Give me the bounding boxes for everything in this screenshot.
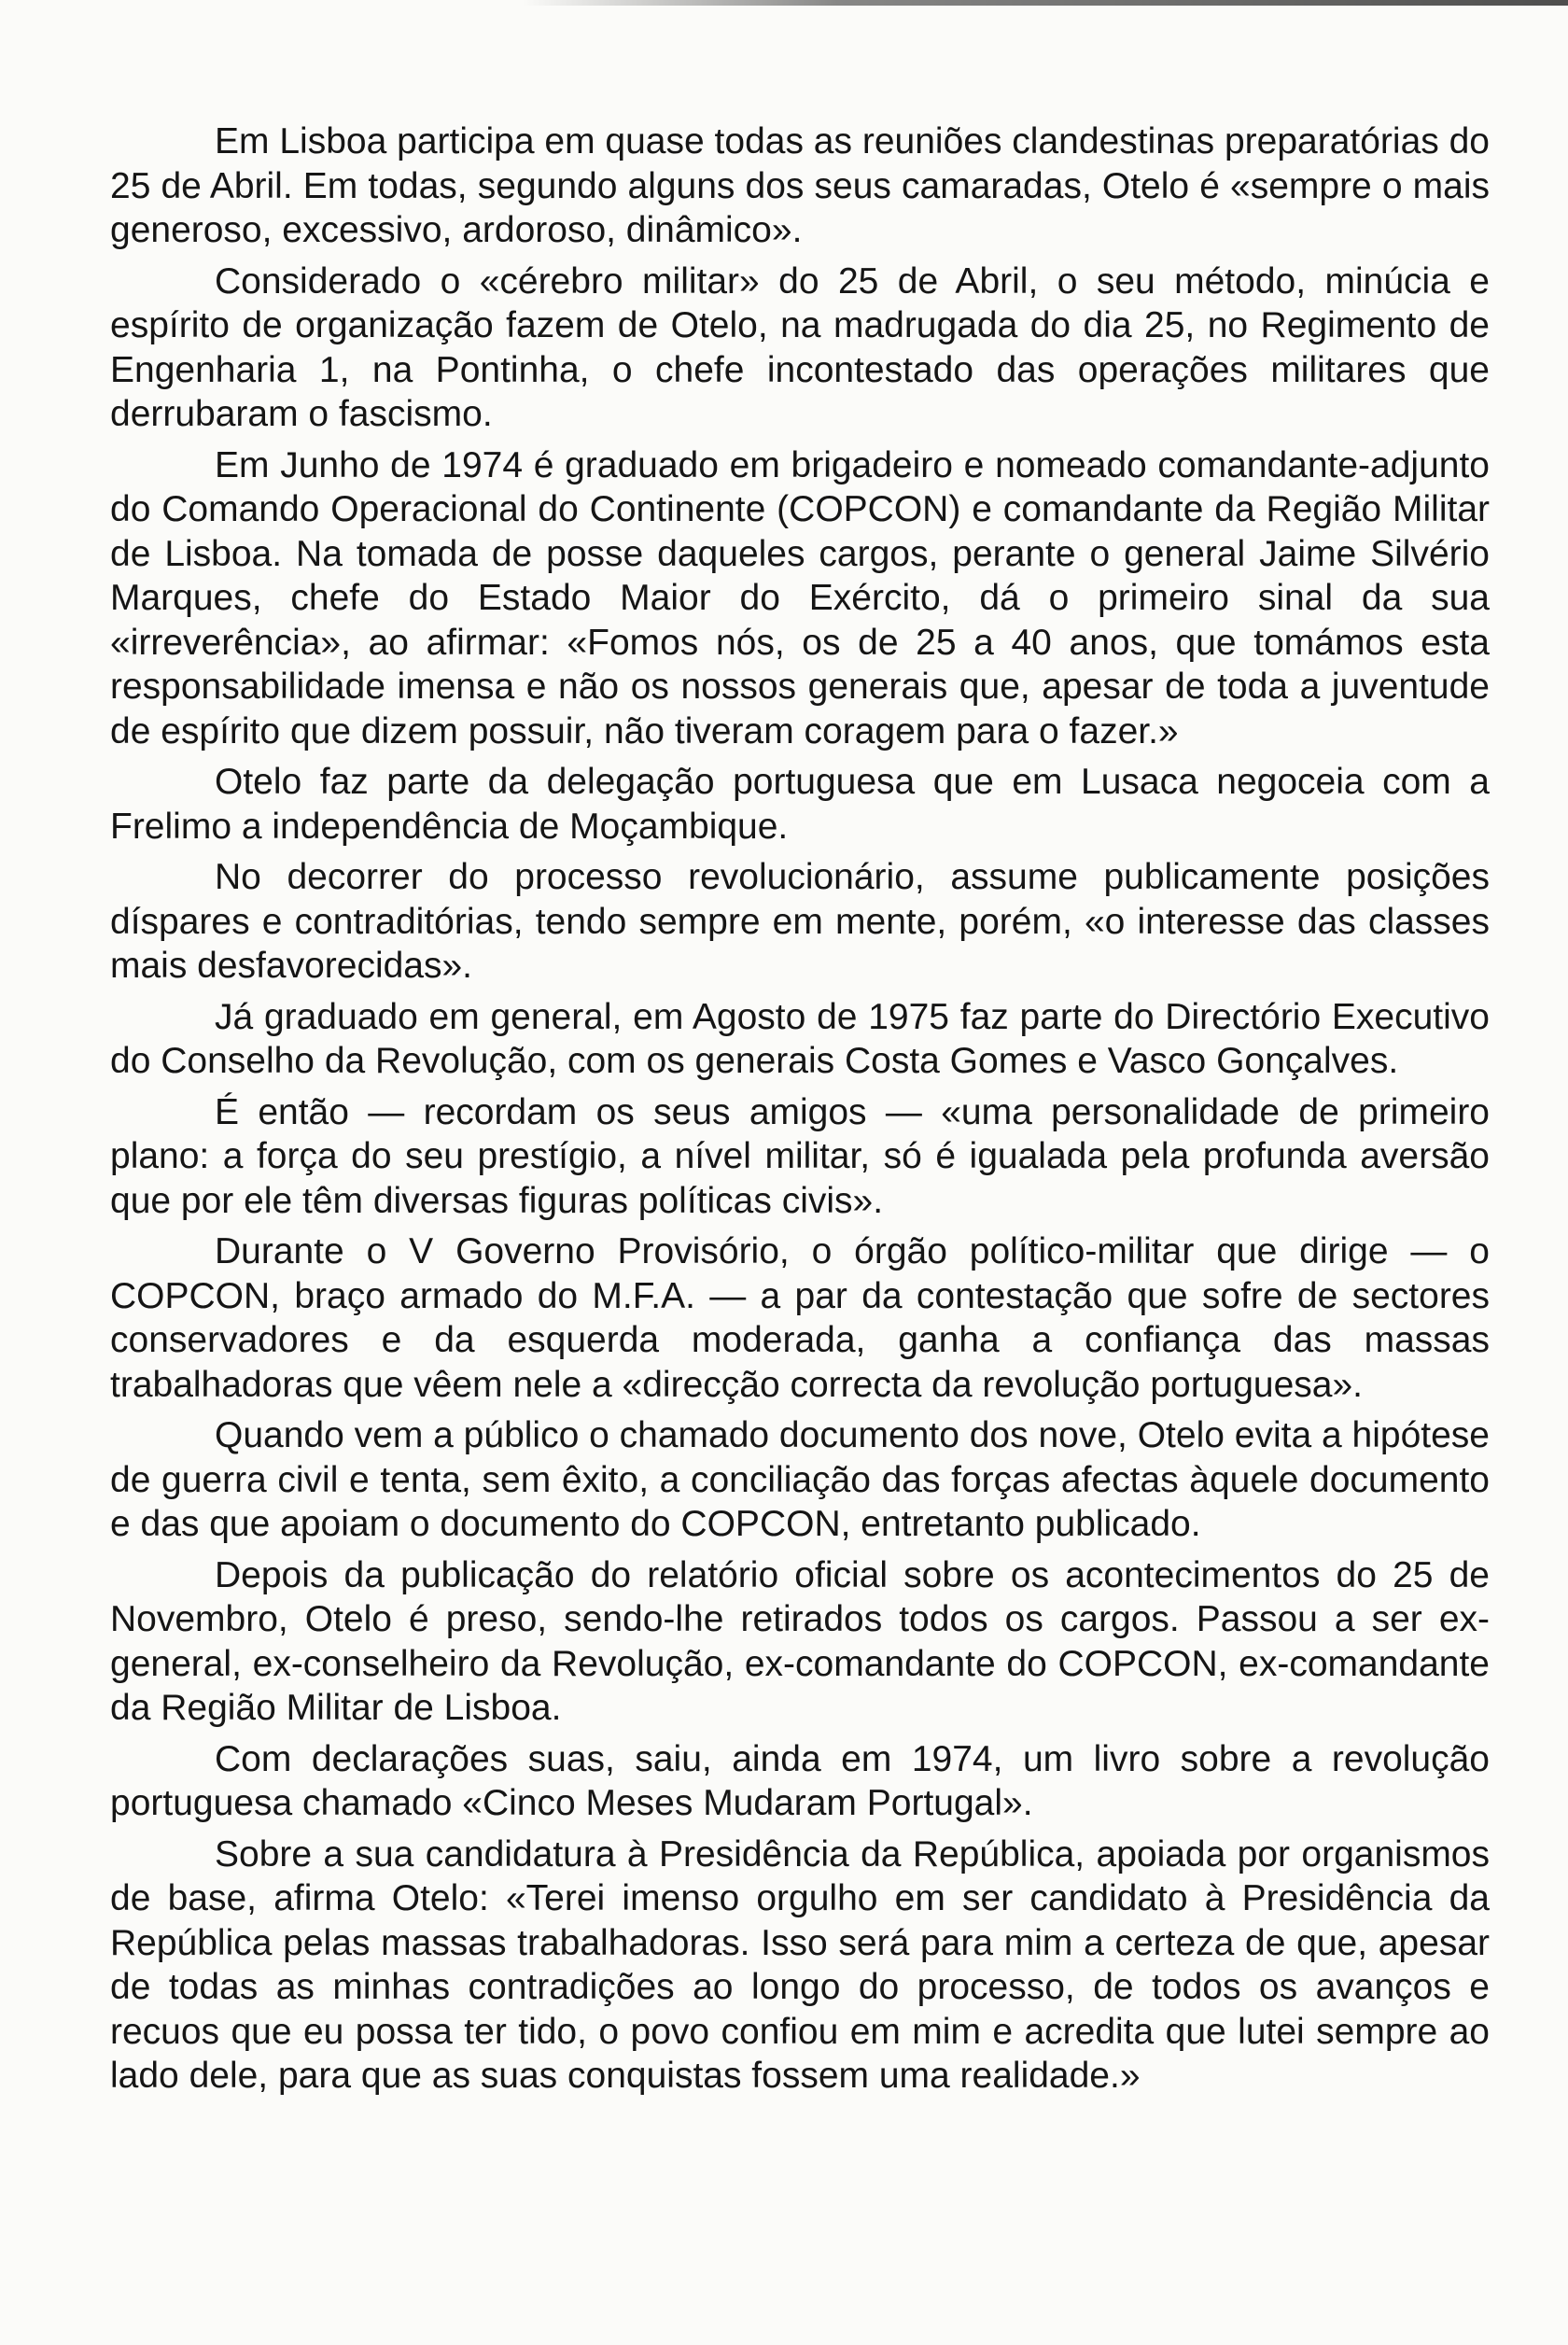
paragraph-2: Considerado o «cérebro militar» do 25 de Abril, o seu método, minúcia e espírito de organização fazem de Otelo, na madrugada do dia 25, no Regimento de Engenharia 1, na Pontinha, o chefe incontestado das operações militares que derrubaram o fascismo. bbox=[110, 260, 1490, 434]
paragraph-9: Quando vem a público o chamado documento dos nove, Otelo evita a hipótese de guerra civil e tenta, sem êxito, a conciliação das forças afectas àquele documento e das que apoiam o documento do COPCON, entretanto publicado. bbox=[110, 1415, 1490, 1544]
paragraph-3: Em Junho de 1974 é graduado em brigadeiro e nomeado comandante-adjunto do Comando Operacional do Continente (COPCON) e comandante da Região Militar de Lisboa. Na tomada de posse daqueles cargos, perante o general Jaime Silvério Marques, chefe do Estado Maior do Exército, dá o primeiro sinal da sua «irreverência», ao afirmar: «Fomos nós, os de 25 a 40 anos, que tomámos esta responsabilidade imensa e não os nossos generais que, apesar de toda a juventude de espírito que dizem possuir, não tiveram coragem para o fazer.» bbox=[110, 444, 1490, 751]
paragraph-7: É então — recordam os seus amigos — «uma personalidade de primeiro plano: a força do seu prestígio, a nível militar, só é igualada pela profunda aversão que por ele têm diversas figuras políticas civis». bbox=[110, 1091, 1490, 1221]
paragraph-5: No decorrer do processo revolucionário, assume publicamente posições díspares e contraditórias, tendo sempre em mente, porém, «o interesse das classes mais desfavorecidas». bbox=[110, 857, 1490, 986]
paragraph-8: Durante o V Governo Provisório, o órgão político-militar que dirige — o COPCON, braço armado do M.F.A. — a par da contestação que sofre de sectores conservadores e da esquerda moderada, ganha a confiança das massas trabalhadoras que vêem nele a «direcção correcta da revolução portuguesa». bbox=[110, 1231, 1490, 1405]
paragraph-12: Sobre a sua candidatura à Presidência da República, apoiada por organismos de base, afirma Otelo: «Terei imenso orgulho em ser candidato à Presidência da República pelas massas trabalhadoras. Isso será para mim a certeza de que, apesar de todas as minhas contradições ao longo do processo, de todos os avanços e recuos que eu possa ter tido, o povo confiou em mim e acredita que lutei sempre ao lado dele, para que as suas conquistas fossem uma realidade.» bbox=[110, 1833, 1490, 2096]
paragraph-4: Otelo faz parte da delegação portuguesa que em Lusaca negoceia com a Frelimo a independência de Moçambique. bbox=[110, 762, 1490, 847]
paragraph-11: Com declarações suas, saiu, ainda em 1974, um livro sobre a revolução portuguesa chamado «Cinco Meses Mudaram Portugal». bbox=[110, 1738, 1490, 1823]
paragraph-10: Depois da publicação do relatório oficial sobre os acontecimentos do 25 de Novembro, Otelo é preso, sendo-lhe retirados todos os cargos. Passou a ser ex-general, ex-conselheiro da Revolução, ex-comandante do COPCON, ex-comandante da Região Militar de Lisboa. bbox=[110, 1554, 1490, 1728]
paragraph-6: Já graduado em general, em Agosto de 1975 faz parte do Directório Executivo do Conselho da Revolução, com os generais Costa Gomes e Vasco Gonçalves. bbox=[110, 996, 1490, 1081]
body-text bbox=[110, 119, 1490, 2105]
paragraph-1: Em Lisboa participa em quase todas as reuniões clandestinas preparatórias do 25 de Abril. Em todas, segundo alguns dos seus camaradas, Otelo é «sempre o mais generoso, excessivo, ardoroso, dinâmico». bbox=[110, 121, 1490, 250]
scan-edge-shadow bbox=[523, 0, 1568, 6]
